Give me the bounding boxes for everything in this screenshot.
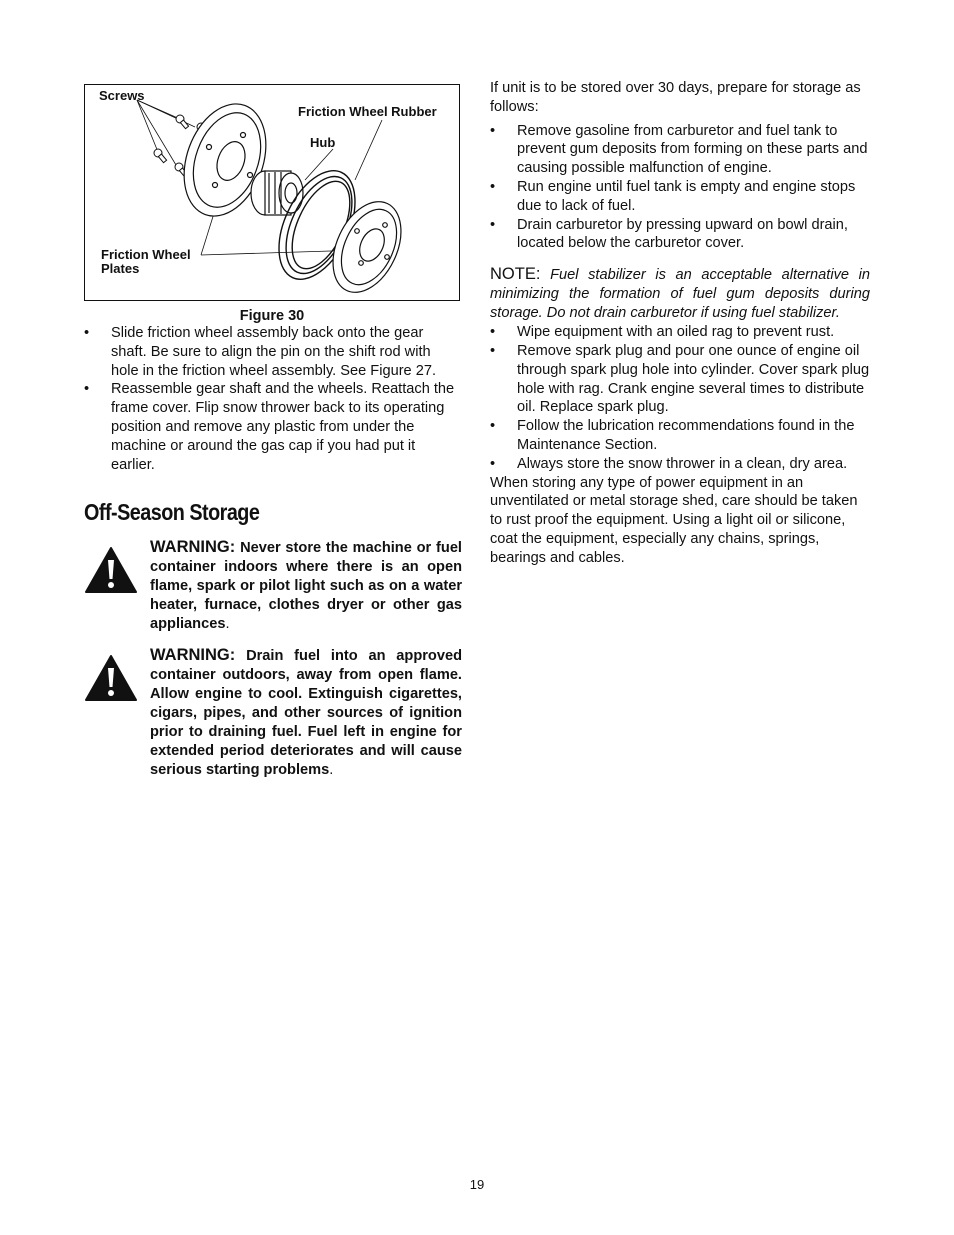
left-bullet-list (84, 324, 462, 474)
list-item: • Follow the lubrication recommendations found in the Maintenance Section. (490, 417, 870, 455)
right-column (490, 79, 870, 568)
warning-end: . (329, 762, 334, 779)
list-item: • Run engine until fuel tank is empty and engine stops due to lack of fuel. (490, 178, 870, 216)
list-item: • Drain carburetor by pressing upward on bowl drain, located below the carburetor cover. (490, 216, 870, 254)
list-item: • Always store the snow thrower in a clean, dry area. (490, 455, 870, 474)
list-item: • Wipe equipment with an oiled rag to prevent rust. (490, 323, 870, 342)
note-text: Fuel stabilizer is an acceptable alternative in minimizing the formation of fuel gum deposits during storage. Do not drain carburetor if using fuel stabilizer. (490, 267, 870, 322)
warning-label: WARNING: (150, 646, 236, 665)
note-label: NOTE: (490, 265, 541, 284)
figure-caption: Figure 30 (239, 308, 305, 324)
warning-block-2 (84, 646, 462, 780)
label-screws: Screws (99, 88, 145, 103)
page-number: 19 (469, 1177, 485, 1192)
warning-body: Drain fuel into an approved container outdoors, away from open flame. Allow engine to cool. Extinguish cigarettes, cigars, pipes, and other sources of ignition prior to draining fuel. Fuel left in engine for extended period deteriorates and will cause serious starting problems (150, 648, 462, 779)
label-friction-wheel-plates-1: Friction Wheel (101, 247, 191, 262)
warning-triangle-icon (84, 546, 138, 594)
label-friction-wheel-rubber: Friction Wheel Rubber (298, 104, 437, 119)
warning-body: Never store the machine or fuel container indoors where there is an open flame, spark or pilot light such as on a water heater, furnace, clothes dryer or other gas appliances (150, 540, 462, 633)
list-item: • Remove gasoline from carburetor and fuel tank to prevent gum deposits from forming on these parts and causing possible malfunction of engine. (490, 122, 870, 178)
storage-closing-paragraph: When storing any type of power equipment in an unventilated or metal storage shed, care should be taken to rust proof the equipment. Using a light oil or silicone, coat the equipment, especially any chains, springs, bearings and cables. (490, 474, 858, 566)
warning-end: . (225, 616, 230, 633)
label-friction-wheel-plates-2: Plates (101, 261, 140, 276)
warning-block-1 (84, 538, 462, 634)
warning-triangle-icon (84, 654, 138, 702)
list-item: • Reassemble gear shaft and the wheels. Reattach the frame cover. Flip snow thrower back to its operating position and remove any plastic from under the machine or around the gas cap if you had put it earlier. (84, 380, 462, 474)
figure-30-diagram (84, 84, 460, 301)
left-column (84, 84, 464, 780)
warning-label: WARNING: (150, 538, 236, 557)
storage-bullet-list-1 (490, 122, 870, 254)
storage-bullet-list-2 (490, 323, 870, 473)
storage-intro: If unit is to be stored over 30 days, prepare for storage as follows: (490, 80, 861, 115)
warning-text-2 (150, 646, 462, 780)
list-item: • Remove spark plug and pour one ounce of engine oil through spark plug hole into cylinder. Cover spark plug hole with rag. Crank engine several times to distribute oil. Replace spark plug. (490, 342, 870, 417)
label-hub: Hub (310, 135, 336, 150)
section-title: Off-Season Storage (84, 499, 260, 526)
list-item: • Slide friction wheel assembly back onto the gear shaft. Be sure to align the pin on the shift rod with hole in the friction wheel assembly. See Figure 27. (84, 324, 462, 380)
note-block (490, 265, 870, 323)
warning-text-1 (150, 538, 462, 634)
